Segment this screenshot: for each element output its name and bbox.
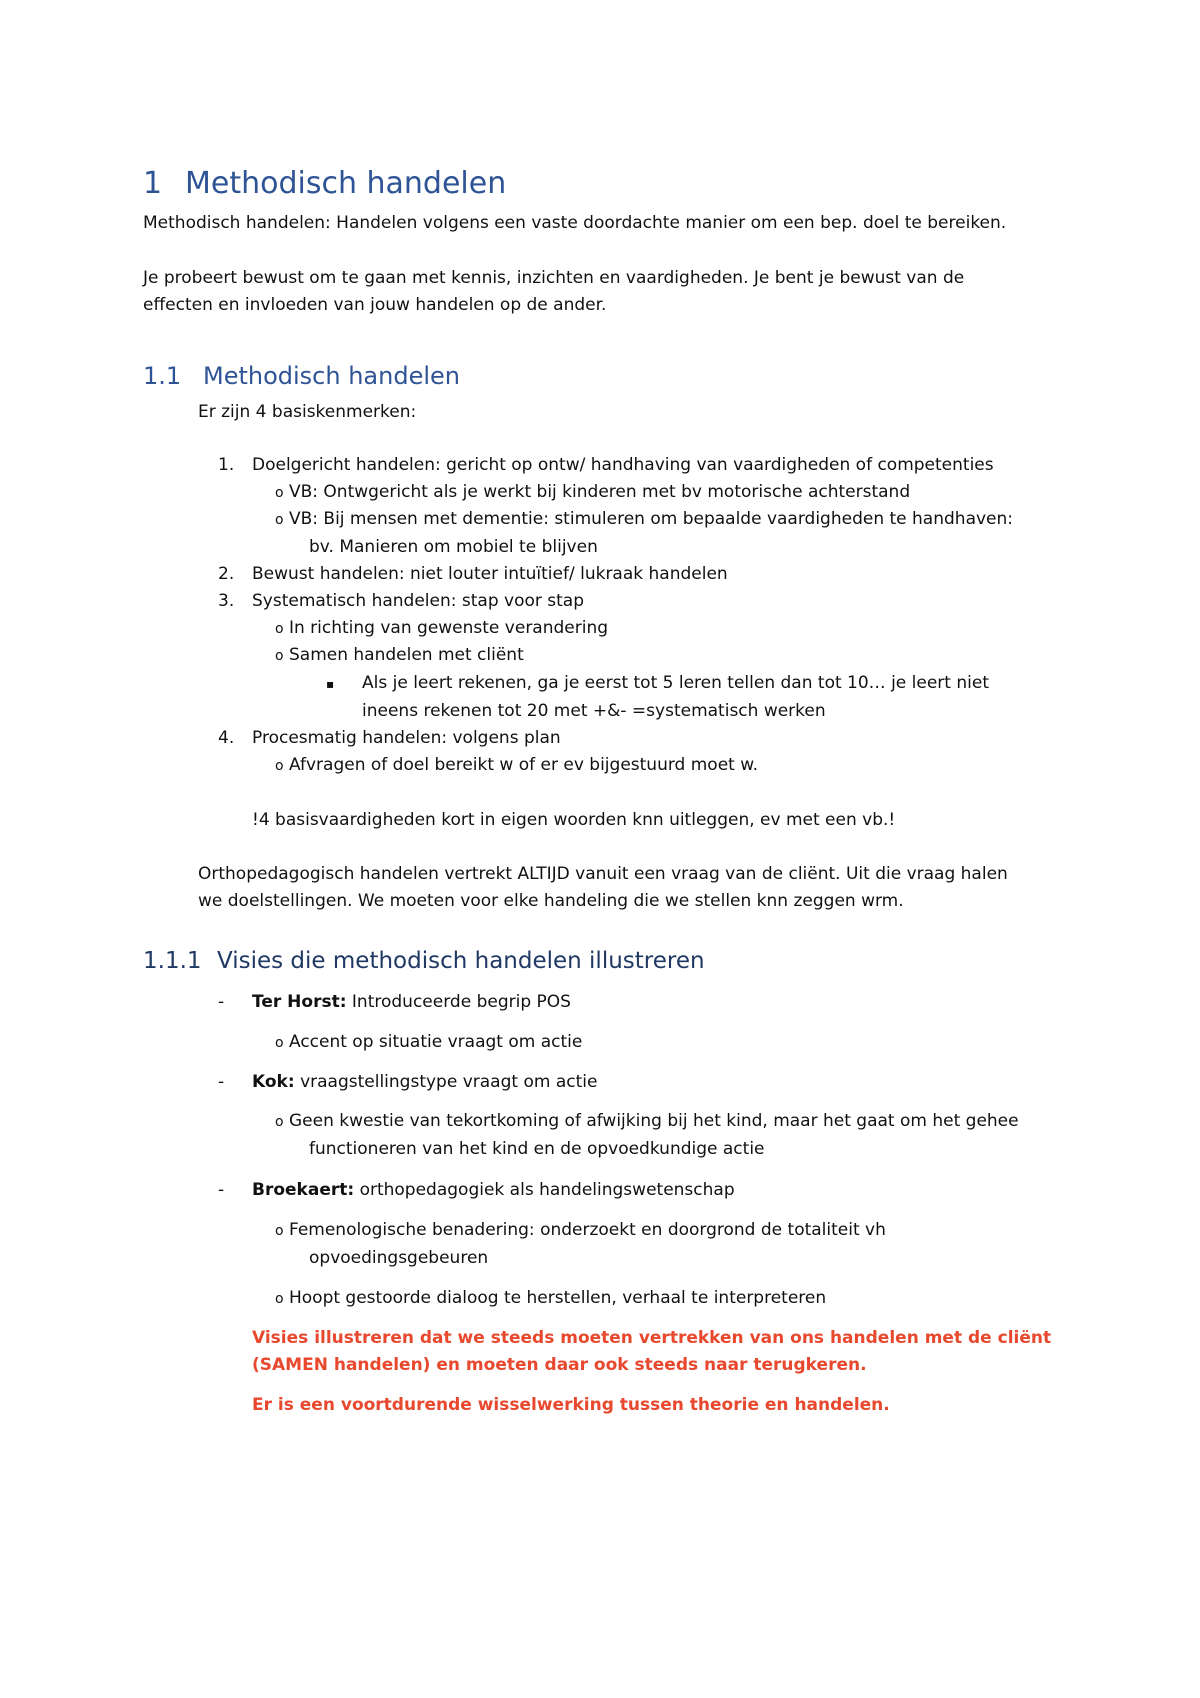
circle-bullet-icon: o <box>275 1291 284 1307</box>
dash-bullet-icon: - <box>218 1072 225 1092</box>
visie-text: Introduceerde begrip POS <box>346 992 571 1012</box>
conclusion-theory: Er is een voortdurende wisselwerking tussen theorie en handelen. <box>252 1395 890 1415</box>
list-item <box>218 728 561 748</box>
visie-item <box>218 992 571 1012</box>
visie-text: orthopedagogiek als handelingswetenschap <box>354 1180 735 1200</box>
sub-sub-list-item <box>326 673 989 693</box>
sub-list-item <box>275 509 1013 529</box>
conclusion-line-2: (SAMEN handelen) en moeten daar ook steeds naar terugkeren. <box>252 1355 867 1375</box>
visie-item <box>218 1180 735 1200</box>
visie-sub-item-continuation: opvoedingsgebeuren <box>309 1248 489 1268</box>
square-bullet-icon: ▪ <box>326 677 335 691</box>
heading-2-title: Methodisch handelen <box>203 362 460 390</box>
list-item-number: 1. <box>218 455 235 475</box>
circle-bullet-icon: o <box>275 621 284 637</box>
sub-list-item-text: Samen handelen met cliënt <box>288 645 524 665</box>
circle-bullet-icon: o <box>275 512 284 528</box>
sub-sub-list-item-text: Als je leert rekenen, ga je eerst tot 5 leren tellen dan tot 10… je leert niet <box>362 673 989 693</box>
list-item <box>218 564 728 584</box>
sub-list-item-text: VB: Bij mensen met dementie: stimuleren om bepaalde vaardigheden te handhaven: <box>288 509 1014 529</box>
heading-1-number: 1 <box>143 166 163 201</box>
section-lead: Er zijn 4 basiskenmerken: <box>198 402 417 422</box>
study-note: !4 basisvaardigheden kort in eigen woorden knn uitleggen, ev met een vb.! <box>252 810 896 830</box>
heading-2-number: 1.1 <box>143 362 182 390</box>
heading-2 <box>143 362 460 390</box>
conclusion-line-1: Visies illustreren dat we steeds moeten vertrekken van ons handelen met de cliënt <box>252 1328 1052 1348</box>
visie-name: Broekaert: <box>252 1180 355 1200</box>
visie-sub-item-continuation: functioneren van het kind en de opvoedkundige actie <box>309 1139 765 1159</box>
visie-sub-item <box>275 1220 886 1240</box>
ortho-paragraph-line-1: Orthopedagogisch handelen vertrekt ALTIJD vanuit een vraag van de cliënt. Uit die vraag halen <box>198 864 1008 884</box>
sub-list-item <box>275 645 524 665</box>
visie-sub-item-text: Hoopt gestoorde dialoog te herstellen, verhaal te interpreteren <box>288 1288 827 1308</box>
visie-name: Ter Horst: <box>252 992 347 1012</box>
heading-1 <box>143 166 506 201</box>
heading-3-number: 1.1.1 <box>143 948 202 974</box>
list-item <box>218 455 994 475</box>
visie-sub-item-text: Femenologische benadering: onderzoekt en doorgrond de totaliteit vh <box>288 1220 886 1240</box>
visie-name: Kok: <box>252 1072 295 1092</box>
heading-3 <box>143 948 705 974</box>
dash-bullet-icon: - <box>218 1180 225 1200</box>
circle-bullet-icon: o <box>275 1114 284 1130</box>
visie-sub-item-text: Geen kwestie van tekortkoming of afwijking bij het kind, maar het gaat om het gehee <box>288 1111 1019 1131</box>
intro-paragraph-line-2: effecten en invloeden van jouw handelen op de ander. <box>143 295 607 315</box>
definition-text: Methodisch handelen: Handelen volgens een vaste doordachte manier om een bep. doel te bereiken. <box>143 213 1007 233</box>
sub-list-item-text: Afvragen of doel bereikt w of er ev bijgestuurd moet w. <box>288 755 758 775</box>
ortho-paragraph-line-2: we doelstellingen. We moeten voor elke handeling die we stellen knn zeggen wrm. <box>198 891 904 911</box>
sub-list-item-text: VB: Ontwgericht als je werkt bij kinderen met bv motorische achterstand <box>288 482 911 502</box>
sub-list-item <box>275 482 910 502</box>
list-item-text: Systematisch handelen: stap voor stap <box>252 591 585 611</box>
heading-1-title: Methodisch handelen <box>185 166 507 201</box>
circle-bullet-icon: o <box>275 1035 284 1051</box>
list-item <box>218 591 584 611</box>
list-item-text: Doelgericht handelen: gericht op ontw/ handhaving van vaardigheden of competenties <box>252 455 994 475</box>
list-item-number: 4. <box>218 728 235 748</box>
heading-3-title: Visies die methodisch handelen illustreren <box>217 948 705 974</box>
circle-bullet-icon: o <box>275 758 284 774</box>
intro-paragraph-line-1: Je probeert bewust om te gaan met kennis, inzichten en vaardigheden. Je bent je bewust van de <box>143 268 965 288</box>
dash-bullet-icon: - <box>218 992 225 1012</box>
sub-list-item-continuation: bv. Manieren om mobiel te blijven <box>309 537 598 557</box>
visie-sub-item <box>275 1032 582 1052</box>
sub-sub-list-item-continuation: ineens rekenen tot 20 met +&- =systematisch werken <box>362 701 826 721</box>
visie-item <box>218 1072 597 1092</box>
circle-bullet-icon: o <box>275 1223 284 1239</box>
circle-bullet-icon: o <box>275 648 284 664</box>
sub-list-item <box>275 755 758 775</box>
visie-text: vraagstellingstype vraagt om actie <box>294 1072 598 1092</box>
list-item-number: 3. <box>218 591 235 611</box>
sub-list-item <box>275 618 608 638</box>
list-item-text: Bewust handelen: niet louter intuïtief/ lukraak handelen <box>252 564 728 584</box>
list-item-text: Procesmatig handelen: volgens plan <box>252 728 561 748</box>
circle-bullet-icon: o <box>275 485 284 501</box>
list-item-number: 2. <box>218 564 235 584</box>
visie-sub-item <box>275 1288 826 1308</box>
sub-list-item-text: In richting van gewenste verandering <box>288 618 609 638</box>
visie-sub-item-text: Accent op situatie vraagt om actie <box>288 1032 583 1052</box>
visie-sub-item <box>275 1111 1019 1131</box>
